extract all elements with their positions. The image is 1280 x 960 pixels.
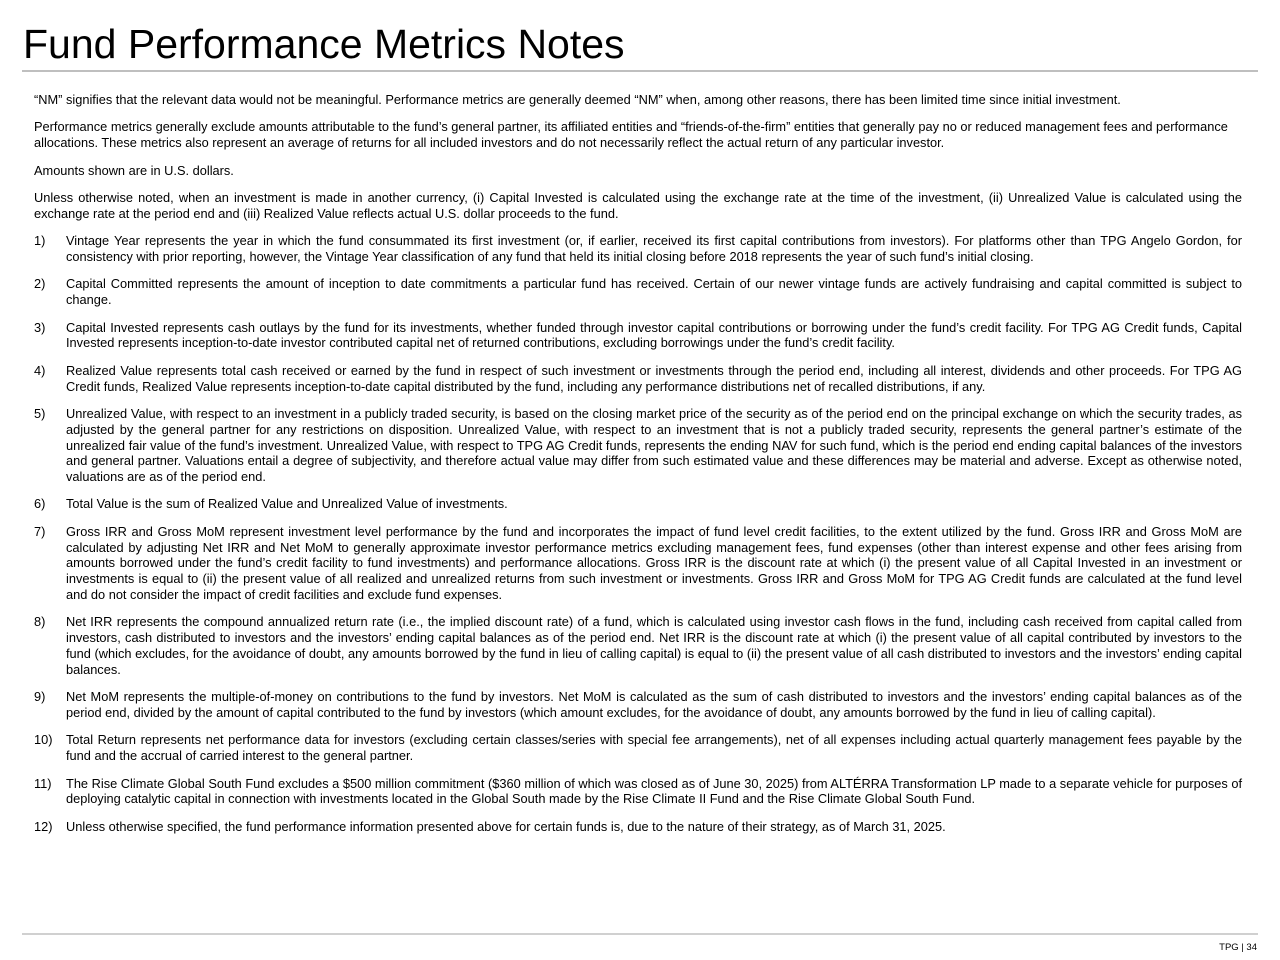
note-item [34,819,1242,835]
page-footer [1219,942,1257,953]
note-text: Capital Committed represents the amount of inception to date commitments a particular fund has received. Certain of our newer vintage funds are actively fundraising and capital committed is subject to change. [66,276,1242,308]
footer-separator: | [1241,942,1244,953]
note-number: 12) [34,818,53,834]
note-item [34,233,1242,265]
note-item [34,276,1242,308]
footer-brand: TPG [1219,942,1239,953]
note-number: 3) [34,319,46,335]
note-number: 5) [34,405,46,421]
note-item [34,406,1242,485]
intro-paragraph-exchange-rate: Unless otherwise noted, when an investment is made in another currency, (i) Capital Invested is calculated using the exchange rate at the time of the investment, (ii) Unrealized Value is calculated using the exchange rate at the period end and (iii) Realized Value reflects actual U.S. dollar proceeds to the fund. [34,189,1242,221]
title-divider [22,70,1258,72]
notes-content [34,92,1242,846]
note-number: 4) [34,362,46,378]
note-number: 8) [34,614,46,630]
note-number: 6) [34,496,46,512]
note-text: Total Return represents net performance data for investors (excluding certain classes/series with special fee arrangements), net of all expenses including actual quarterly management fees payable by the fund and the accrual of carried interest to the general partner. [66,732,1242,764]
note-item [34,776,1242,808]
note-number: 11) [34,775,52,791]
note-item [34,614,1242,677]
intro-paragraph-exclusions: Performance metrics generally exclude amounts attributable to the fund’s general partner, its affiliated entities and “friends-of-the-firm” entities that generally pay no or reduced management fees and performance allocations. These metrics also represent an average of returns for all included investors and do not necessarily reflect the actual return of any particular investor. [34,119,1228,151]
page-title: Fund Performance Metrics Notes [23,21,625,67]
note-number: 7) [34,523,46,539]
note-number: 2) [34,276,46,292]
page-number: 34 [1246,942,1257,953]
note-text: Capital Invested represents cash outlays by the fund for its investments, whether funded through investor capital contributions or borrowing under the fund’s credit facility. For TPG AG Credit funds, Capital Invested represents inception-to-date investor contributed capital net of returned contributions, excluding borrowings under the fund’s credit facility. [66,319,1242,351]
note-number: 10) [34,732,53,748]
note-item [34,496,1242,512]
note-text: Net IRR represents the compound annualized return rate (i.e., the implied discount rate) of a fund, which is calculated using investor cash flows in the fund, including cash received from capital called from investors, cash distributed to investors and the investors’ ending capital balances as of the period end. Net IRR is the discount rate at which (i) the present value of all capital contributed by investors to the fund (which excludes, for the avoidance of doubt, any amounts borrowed by the fund in lieu of calling capital) is equal to (ii) the present value of all cash distributed to investors and the investors’ ending capital balances. [66,614,1242,677]
note-text: Vintage Year represents the year in which the fund consummated its first investment (or, if earlier, received its first capital contributions from investors). For platforms other than TPG Angelo Gordon, for consistency with prior reporting, however, the Vintage Year classification of any fund that held its initial closing before 2018 represents the year of such fund’s initial closing. [66,233,1242,264]
note-text: Realized Value represents total cash received or earned by the fund in respect of such investment or investments through the period end, including all interest, dividends and other proceeds. For TPG AG Credit funds, Realized Value represents inception-to-date capital distributed by the fund, including any performance distributions net of recalled distributions, if any. [66,362,1242,394]
note-item [34,363,1242,395]
note-number: 1) [34,233,46,249]
note-number: 9) [34,689,46,705]
note-text: Gross IRR and Gross MoM represent investment level performance by the fund and incorporates the impact of fund level credit facilities, to the extent utilized by the fund. Gross IRR and Gross MoM are calculated by adjusting Net IRR and Net MoM to generally approximate investor performance metrics excluding management fees, fund expenses (other than interest expense and other fees arising from amounts borrowed under the fund’s credit facility to fund investments) and performance allocations. Gross IRR is the discount rate at which (i) the present value of all Capital Invested in an investment or investments is equal to (ii) the present value of all realized and unrealized returns from such investment or investments. Gross IRR and Gross MoM for TPG AG Credit funds are calculated at the fund level and do not consider the impact of credit facilities and exclude fund expenses. [66,523,1242,603]
note-text: Unrealized Value, with respect to an investment in a publicly traded security, is based on the closing market price of the security as of the period end on the principal exchange on which the security trades, as adjusted by the general partner for any restrictions on disposition. Unrealized Value, with respect to an investment that is not a publicly traded security, represents the general partner’s estimate of the unrealized fair value of the fund’s investment. Unrealized Value, with respect to TPG AG Credit funds, represents the ending NAV for such fund, which is the period end ending capital balances of the investors and general partner. Valuations entail a degree of subjectivity, and therefore actual value may differ from such estimated value and these differences may be material and adverse. Except as otherwise noted, valuations are as of the period end. [66,405,1242,485]
note-item [34,732,1242,764]
note-text: The Rise Climate Global South Fund excludes a $500 million commitment ($360 million of which was closed as of June 30, 2025) from ALTÉRRA Transformation LP made to a separate vehicle for purposes of deploying catalytic capital in connection with investments located in the Global South made by the Rise Climate II Fund and the Rise Climate Global South Fund. [66,775,1242,807]
note-text: Total Value is the sum of Realized Value and Unrealized Value of investments. [66,496,508,512]
note-text: Unless otherwise specified, the fund performance information presented above for certain funds is, due to the nature of their strategy, as of March 31, 2025. [66,818,946,834]
note-text: Net MoM represents the multiple-of-money on contributions to the fund by investors. Net MoM is calculated as the sum of cash distributed to investors and the investors’ ending capital balances as of the period end, divided by the amount of capital contributed to the fund by investors (which amount excludes, for the avoidance of doubt, any amounts borrowed by the fund in lieu of calling capital). [66,689,1242,721]
intro-paragraph-currency: Amounts shown are in U.S. dollars. [34,162,234,178]
note-item [34,524,1242,603]
intro-paragraph-nm: “NM” signifies that the relevant data would not be meaningful. Performance metrics are generally deemed “NM” when, among other reasons, there has been limited time since initial investment. [34,92,1121,107]
note-item [34,689,1242,721]
note-item [34,320,1242,352]
footer-divider [22,933,1258,935]
